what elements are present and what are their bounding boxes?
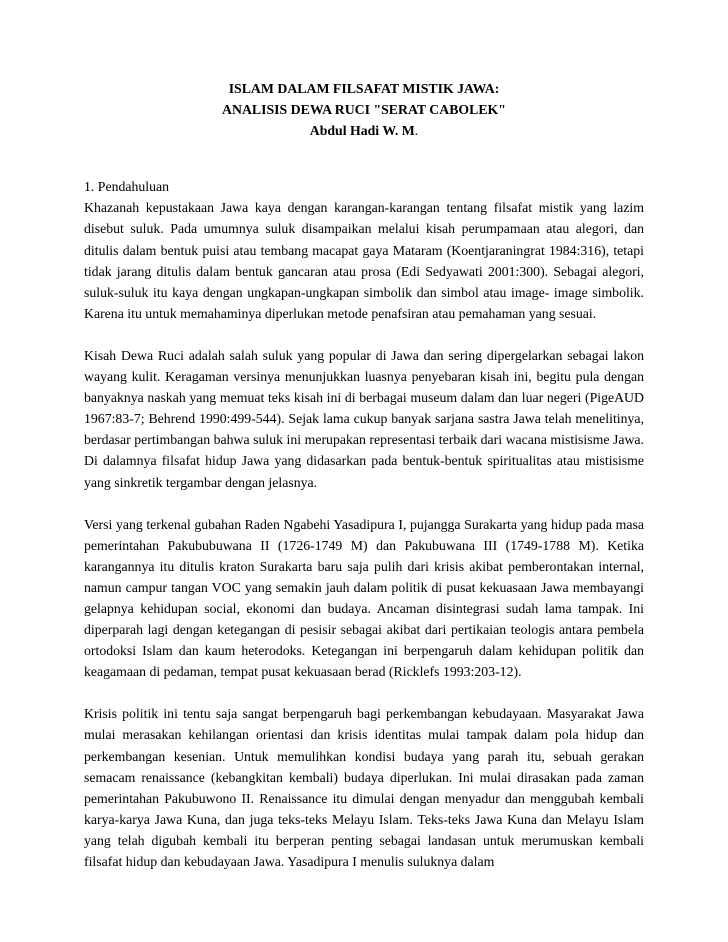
paragraph-yasadipura-version: Versi yang terkenal gubahan Raden Ngabehi Yasadipura I, pujangga Surakarta yang hidup pada masa pemerintahan Pakububuwana II (1726-1749 M) dan Pakubuwana III (1749-1788 M). Ketika karangannya itu ditulis kraton Surakarta baru saja pulih dari krisis akibat pemberontakan internal, namun campur tangan VOC yang semakin jauh dalam politik di pusat kekuasaan Jawa membayangi gelapnya kehidupan social, ekonomi dan budaya. Ancaman disintegrasi sudah lama tampak. Ini diperparah lagi dengan ketegangan di pesisir sebagai akibat dari pertikaian teologis antara pembela ortodoksi Islam dan kaum heterodoks. Ketegangan ini berpengaruh dalam kehidupan politik dan keagamaan di pedaman, tempat pusat kekuasaan berad (Ricklefs 1993:203-12). (84, 516, 644, 680)
document-title-line-2: ANALISIS DEWA RUCI "SERAT CABOLEK" (222, 102, 506, 118)
paragraph-dewa-ruci: Kisah Dewa Ruci adalah salah suluk yang popular di Jawa dan sering dipergelarkan sebagai lakon wayang kulit. Keragaman versinya menunjukkan luasnya penyebaran kisah ini, begitu pula dengan banyaknya naskah yang memuat teks kisah ini di berbagai museum dalam dan luar negeri (PigeAUD 1967:83-7; Behrend 1990:499-544). Sejak lama cukup banyak sarjana sastra Jawa telah menelitinya, berdasar pertimbangan bahwa suluk ini merupakan representasi terbaik dari wacana mistisisme Jawa. Di dalamnya filsafat hidup Jawa yang didasarkan pada bentuk-bentuk spiritualitas atau mistisisme yang sinkretik tergambar dengan jelasnya. (84, 347, 644, 490)
paragraph-intro (84, 176, 644, 324)
paragraph-political-crisis: Krisis politik ini tentu saja sangat berpengaruh bagi perkembangan kebudayaan. Masyarakat Jawa mulai merasakan kehilangan orientasi dan krisis identitas mulai tampak dalam pola hidup dan perkembangan kesenian. Untuk memulihkan kondisi budaya yang parah itu, sebuah gerakan semacam renaissance (kebangkitan kembali) budaya diperlukan. Ini mulai dirasakan pada zaman pemerintahan Pakubuwono II. Renaissance itu dimulai dengan menyadur dan menggubah kembali karya-karya Jawa Kuna, dan juga teks-teks Melayu Islam. Teks-teks Jawa Kuna dan Melayu Islam yang telah digubah kembali itu berperan penting sebagai landasan untuk merumuskan kembali filsafat hidup dan kebudayaan Jawa. Yasadipura I menulis suluknya dalam (84, 706, 644, 869)
author-line (84, 120, 644, 141)
section-heading: 1. Pendahuluan (84, 179, 170, 195)
author-suffix: . (414, 123, 419, 139)
document-page (84, 78, 644, 893)
document-title-block (84, 78, 644, 141)
author-name: Abdul Hadi W. M (309, 123, 415, 139)
document-title-line-1: ISLAM DALAM FILSAFAT MISTIK JAWA: (228, 81, 500, 96)
paragraph-text: Khazanah kepustakaan Jawa kaya dengan karangan-karangan tentang filsafat mistik yang lazim disebut suluk. Pada umumnya suluk disampaikan melalui kisah perumpamaan atau alegori, dan ditulis dalam bentuk puisi atau tembang macapat gaya Mataram (Koentjaraningrat 1984:316), tetapi tidak jarang ditulis dalam bentuk gancaran atau prosa (Edi Sedyawati 2001:300). Sebagai alegori, suluk-suluk itu kaya dengan ungkapan-ungkapan simbolik dan simbol atau image- image simbolik. Karena itu untuk memahaminya diperlukan metode penafsiran atau pemahaman yang sesuai. (84, 200, 644, 321)
